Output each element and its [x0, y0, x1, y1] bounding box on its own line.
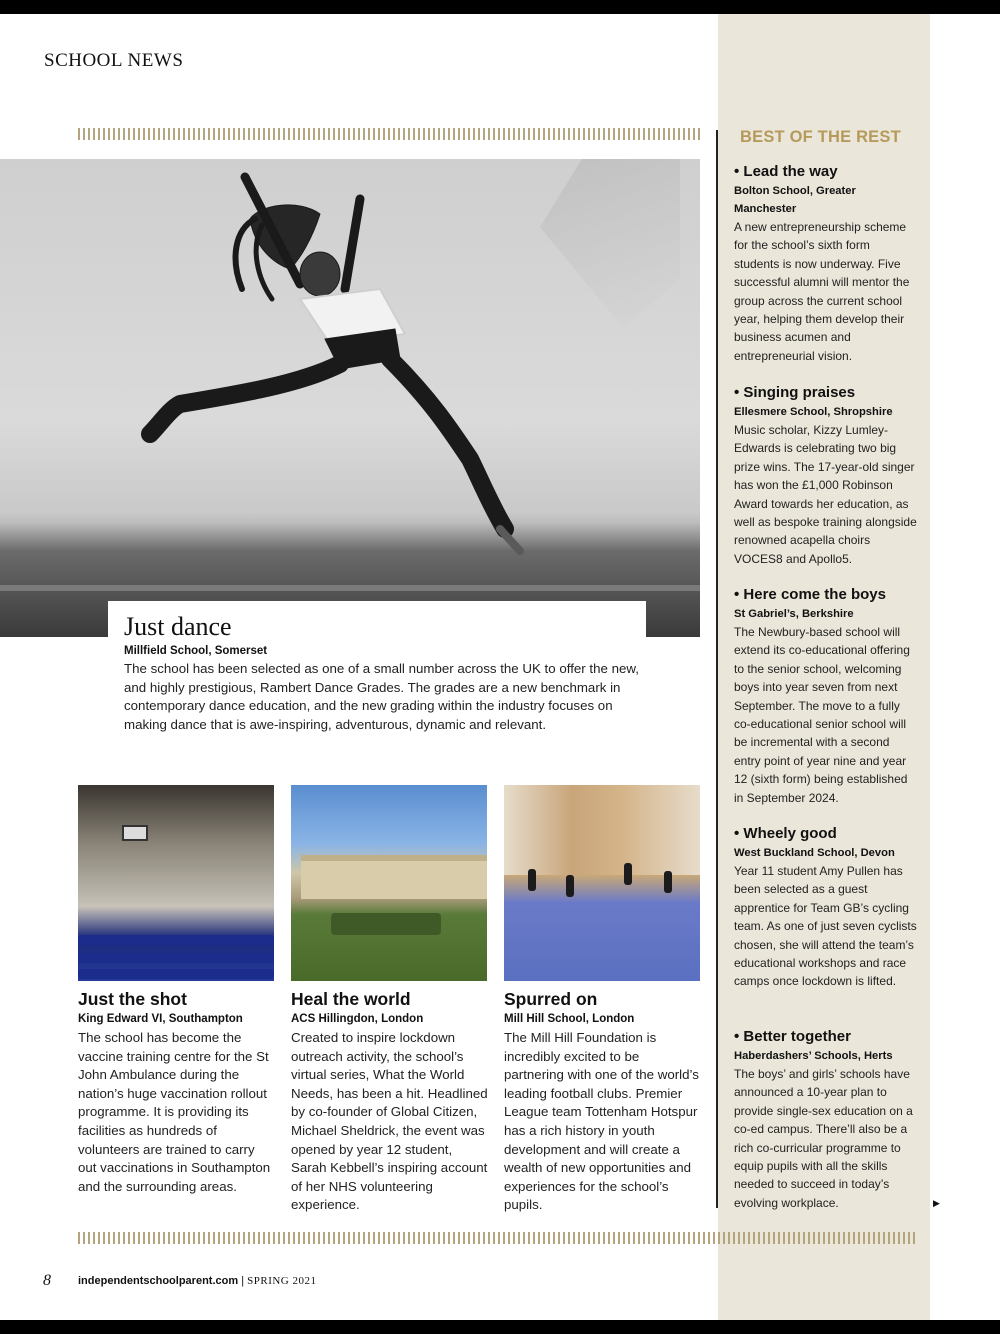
footer-site-url: independentschoolparent.com — [78, 1275, 239, 1287]
sidebar-item — [734, 824, 918, 991]
story-title: Heal the world — [291, 989, 411, 1009]
vaccination-centre-photo — [78, 785, 274, 981]
hero-dancer-photo — [0, 159, 700, 637]
decorative-bar-top — [78, 128, 702, 140]
story-body: The Mill Hill Foundation is incredibly excited to be partnering with one of the world’s leading football clubs. Premier League team Tottenham Hotspur has a rich history in youth development and will create a wealth of new opportunities and experiences for the school’s pupils. — [504, 1030, 699, 1213]
sidebar-item-title: • Singing praises — [734, 384, 856, 401]
footer-credit — [78, 1275, 317, 1287]
seat-row — [78, 953, 274, 963]
hero-title: Just dance — [124, 612, 232, 641]
story-school: King Edward VI, Southampton — [78, 1013, 243, 1025]
sidebar-item — [734, 1027, 918, 1212]
sidebar-item-body: Music scholar, Kizzy Lumley-Edwards is celebrating two big prize wins. The 17-year-old singer has won the £1,000 Robinson Award towards her education, as well as bespoke training alongside renowned acapella choirs VOCES8 and Apollo5. — [734, 423, 917, 566]
story-title: Spurred on — [504, 989, 598, 1009]
sidebar-item-body: The Newbury-based school will extend its co-educational offering to the senior school, welcoming boys into year seven from next September. The move to a fully co-educational senior school will be incremental with a second entry point of year nine and year 12 (sixth form) being established in September 2024. — [734, 625, 910, 805]
sidebar-item-body: A new entrepreneurship scheme for the school’s sixth form students is now underway. Five successful alumni will mentor the group across the current school year, helping them develop their business acumen and entrepreneurial vision. — [734, 220, 910, 363]
footer-separator: | — [238, 1275, 248, 1287]
story-school: Mill Hill School, London — [504, 1013, 635, 1025]
sidebar-heading: BEST OF THE REST — [740, 128, 901, 146]
garden-hedge — [331, 913, 441, 935]
player-figure — [566, 875, 574, 897]
sports-hall-wall — [504, 785, 700, 875]
sidebar-item-school: Bolton School, Greater Manchester — [734, 185, 856, 215]
dancer-figure — [0, 159, 700, 637]
sidebar-item-school: West Buckland School, Devon — [734, 847, 895, 859]
player-figure — [528, 869, 536, 891]
seat-row — [78, 969, 274, 979]
player-figure — [664, 871, 672, 893]
school-building-photo — [291, 785, 487, 981]
sports-hall-photo — [504, 785, 700, 981]
continue-arrow-icon: ▶ — [933, 1198, 940, 1208]
sidebar-item-title: • Lead the way — [734, 163, 838, 180]
sidebar-item-title: • Wheely good — [734, 825, 837, 842]
sidebar-item — [734, 585, 918, 807]
sidebar-item-title: • Better together — [734, 1028, 851, 1045]
manor-house — [301, 855, 487, 899]
player-figure — [624, 863, 632, 885]
story-body: Created to inspire lockdown outreach activity, the school’s virtual series, What the World Needs, has been a hit. Headlined by co-founder of Global Citizen, Michael Sheldrick, the event was opened by year 12 student, Sarah Kebbell’s inspiring account of her NHS volunteering experience. — [291, 1030, 488, 1213]
sidebar-item-body: Year 11 student Amy Pullen has been selected as a guest apprentice for Team GB’s cycling team. As one of just seven cyclists chosen, she will attend the team’s educational workshops and race camps once lockdown is lifted. — [734, 864, 917, 989]
section-label: SCHOOL NEWS — [44, 50, 184, 71]
hero-body: The school has been selected as one of a small number across the UK to offer the new, and highly prestigious, Rambert Dance Grades. The grades are a new benchmark in contemporary dance education, and the new grading within the industry focuses on making dance that is awe-inspiring, adventurous, dynamic and relevant. — [124, 661, 639, 732]
sidebar-item-school: St Gabriel’s, Berkshire — [734, 608, 854, 620]
sidebar-item-body: The boys’ and girls’ schools have announced a 10-year plan to provide single-sex education on a co-ed campus. There’ll also be a rich co-curricular programme to equip pupils with all the skills needed to succeed in today’s evolving workplace. — [734, 1067, 913, 1210]
sidebar-item-school: Ellesmere School, Shropshire — [734, 406, 893, 418]
hero-school: Millfield School, Somerset — [124, 645, 268, 657]
projector-screen — [122, 825, 148, 841]
story-school: ACS Hillingdon, London — [291, 1013, 424, 1025]
seat-row — [78, 935, 274, 945]
magazine-page — [0, 14, 1000, 1320]
sidebar-item-school: Haberdashers’ Schools, Herts — [734, 1050, 893, 1062]
page-number: 8 — [43, 1272, 51, 1289]
sidebar-item-title: • Here come the boys — [734, 586, 886, 603]
sidebar-divider — [716, 130, 718, 1208]
decorative-bar-bottom — [78, 1232, 916, 1244]
footer-issue: SPRING 2021 — [247, 1275, 317, 1287]
sidebar-item — [734, 383, 918, 568]
story-body: The school has become the vaccine training centre for the St John Ambulance during the nation’s huge vaccination rollout programme. It is providing its facilities as hundreds of volunteers are trained to carry out vaccinations in Southampton and the surrounding areas. — [78, 1030, 271, 1194]
sidebar-item — [734, 162, 918, 365]
story-title: Just the shot — [78, 989, 187, 1009]
